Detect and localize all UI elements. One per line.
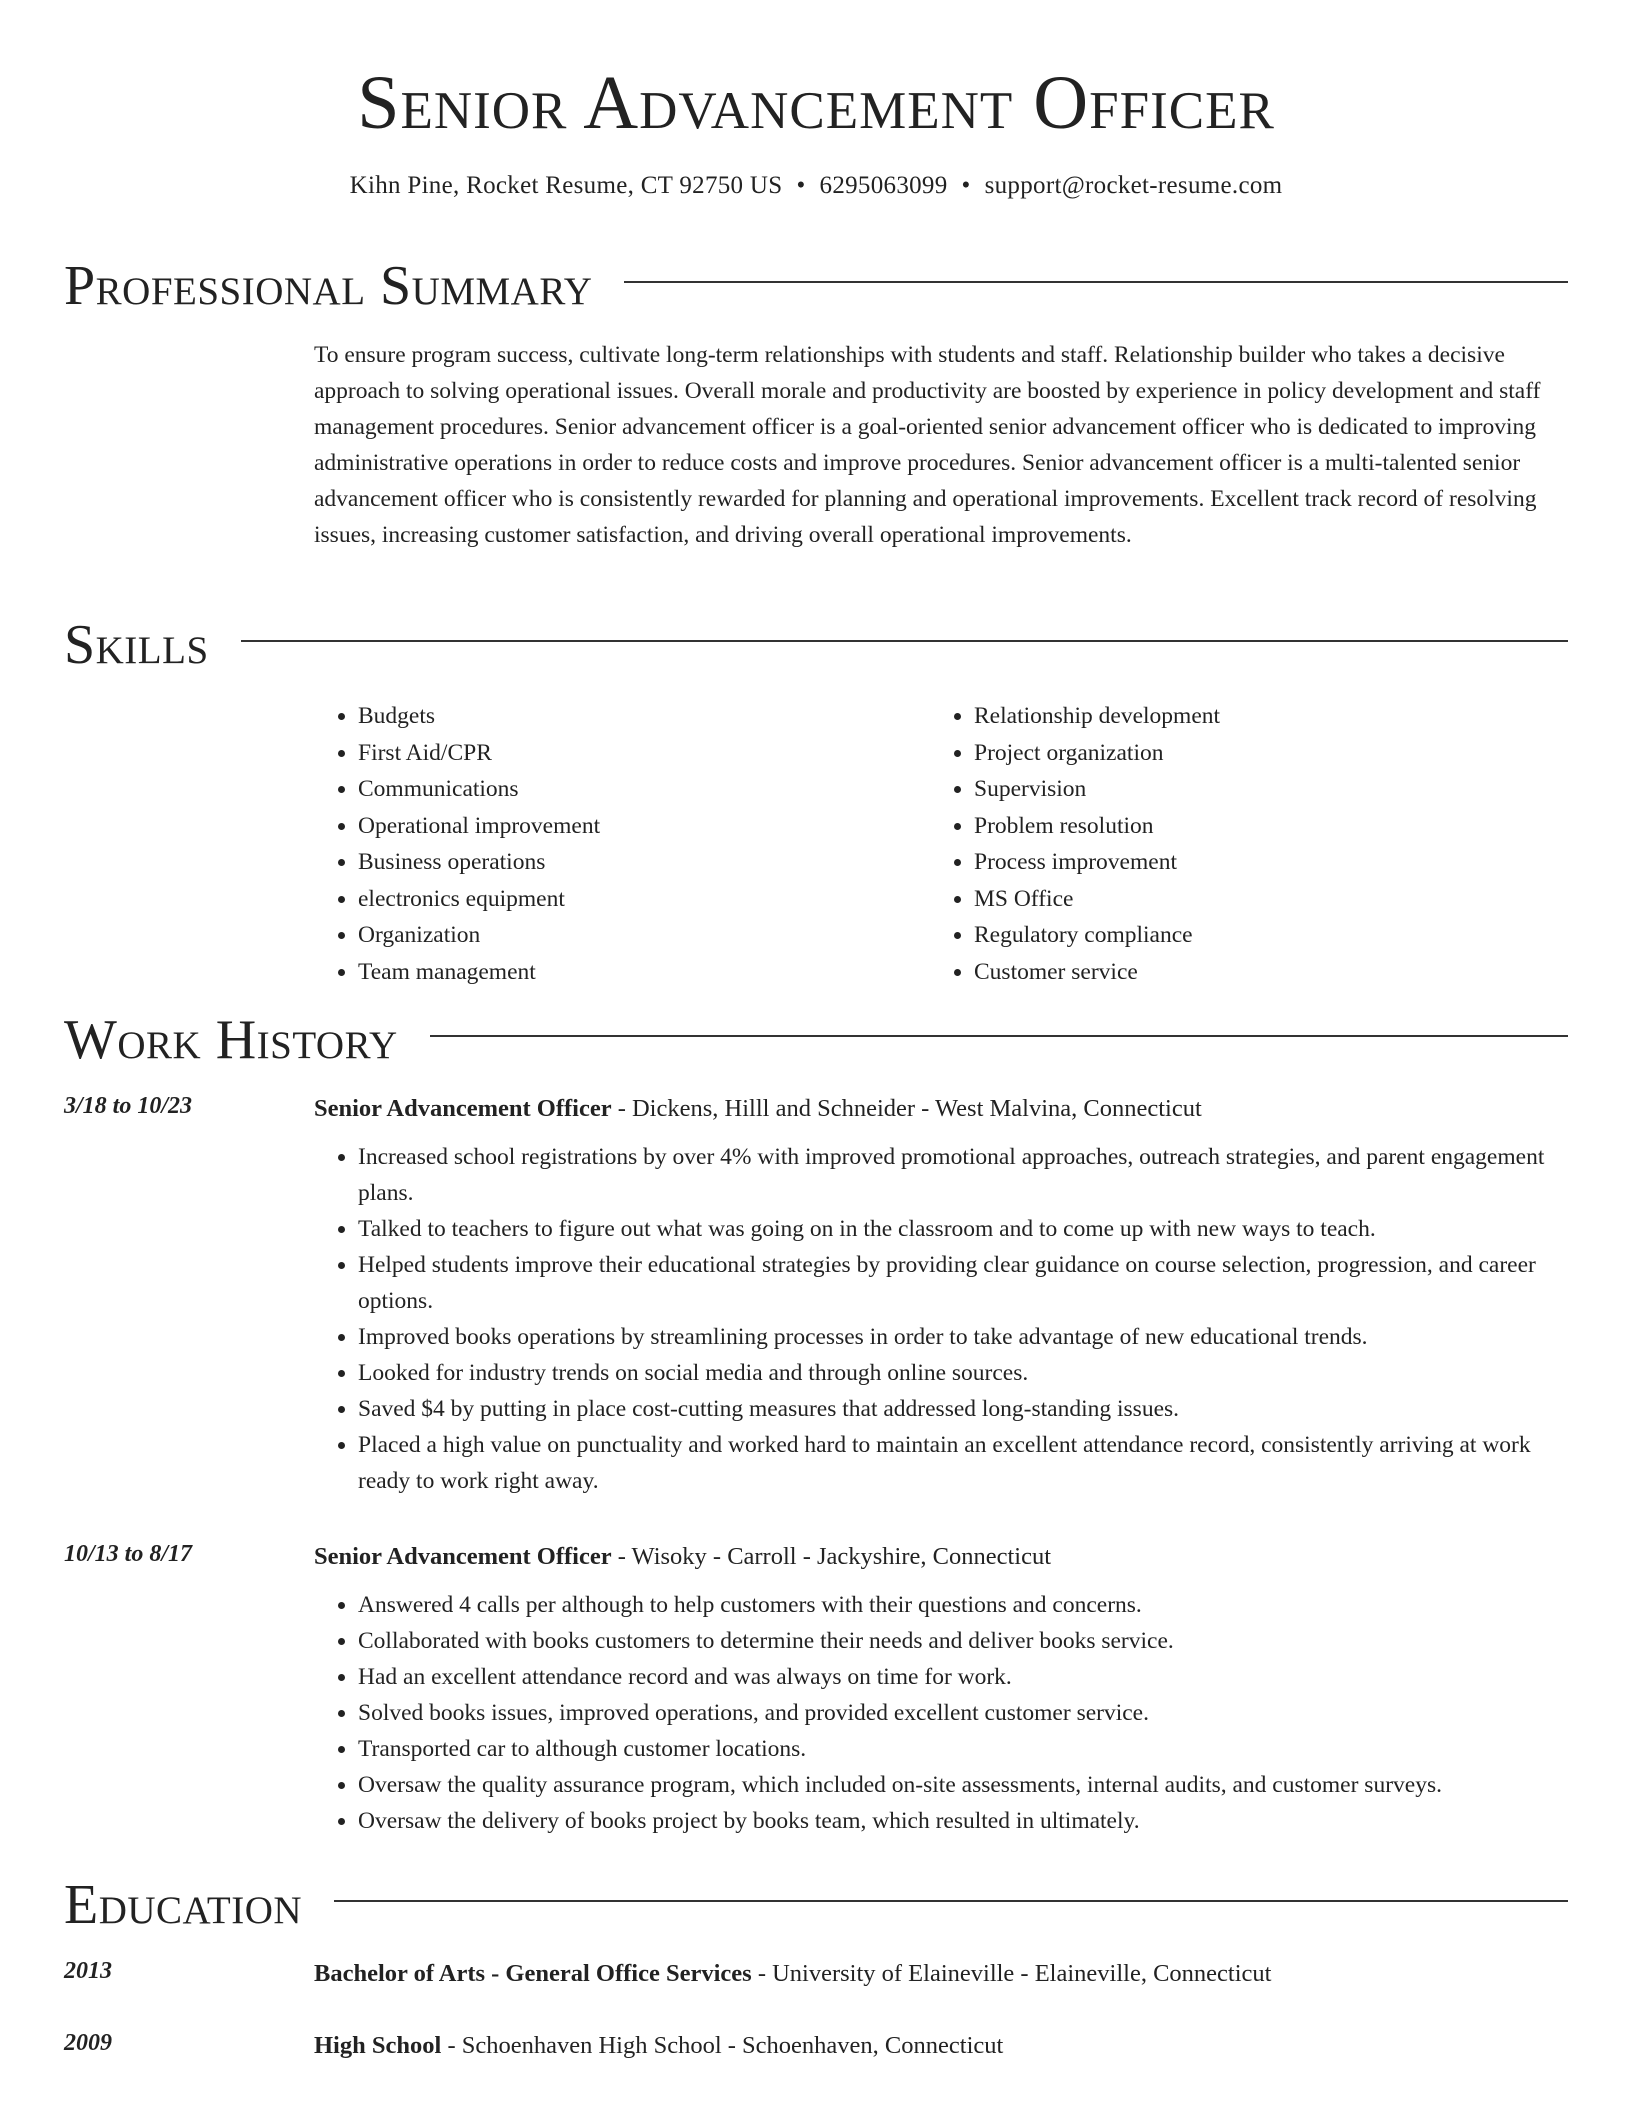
education-school: - Schoenhaven High School - Schoenhaven, Connecticut [441, 2032, 1004, 2059]
job-bullet: • Had an excellent attendance record and was always on time for work. [358, 1659, 1568, 1695]
skill-item: • First Aid/CPR [358, 735, 930, 772]
job-heading [314, 1091, 1568, 1127]
skill-item: • Operational improvement [358, 808, 930, 845]
summary-section-title: Professional Summary [64, 255, 593, 317]
education-section-header [64, 1875, 1568, 1935]
job-bullet: • Answered 4 calls per although to help customers with their questions and concerns. [358, 1587, 1568, 1623]
job-bullets [314, 1587, 1568, 1839]
contact-separator: • [796, 172, 806, 199]
contact-phone: 6295063099 [819, 172, 948, 199]
job-bullet: • Solved books issues, improved operations, and provided excellent customer service. [358, 1695, 1568, 1731]
job-dates: 3/18 to 10/23 [64, 1093, 193, 1119]
summary-section-header [64, 256, 1568, 316]
work-section-title: Work History [64, 1009, 398, 1071]
education-entry [314, 1956, 1568, 1992]
skills-list [314, 698, 1568, 990]
job-bullet: • Oversaw the quality assurance program, which included on-site assessments, internal audits, and customer surveys. [358, 1767, 1568, 1803]
skill-item: • electronics equipment [358, 881, 930, 918]
education-heading [314, 1956, 1568, 1992]
job-entry [314, 1539, 1568, 1839]
skill-item: • MS Office [974, 881, 1220, 918]
skill-item: • Customer service [974, 954, 1220, 991]
skill-item: • Problem resolution [974, 808, 1220, 845]
skill-item: • Budgets [358, 698, 930, 735]
job-employer: - Dickens, Hilll and Schneider - West Malvina, Connecticut [611, 1095, 1202, 1122]
education-degree: High School [314, 2032, 442, 2059]
contact-separator: • [961, 172, 971, 199]
job-bullet: • Saved $4 by putting in place cost-cutting measures that addressed long-standing issues. [358, 1391, 1568, 1427]
job-bullet: • Transported car to although customer locations. [358, 1731, 1568, 1767]
section-divider [334, 1900, 1568, 1902]
education-year: 2009 [64, 2030, 112, 2056]
job-entry [314, 1091, 1568, 1499]
education-school: - University of Elaineville - Elaineville, Connecticut [751, 1960, 1272, 1987]
skill-item: • Organization [358, 917, 930, 954]
job-bullets [314, 1139, 1568, 1499]
work-section-header [64, 1010, 1568, 1070]
skills-column-right [930, 698, 1220, 990]
skill-item: • Team management [358, 954, 930, 991]
education-degree: Bachelor of Arts - General Office Services [314, 1960, 752, 1987]
job-title: Senior Advancement Officer [314, 1095, 612, 1122]
education-year: 2013 [64, 1958, 112, 1984]
job-dates: 10/13 to 8/17 [64, 1541, 193, 1567]
skill-item: • Communications [358, 771, 930, 808]
job-bullet: • Talked to teachers to figure out what was going on in the classroom and to come up with new ways to teach. [358, 1211, 1568, 1247]
job-heading [314, 1539, 1568, 1575]
job-bullet: • Looked for industry trends on social media and through online sources. [358, 1355, 1568, 1391]
job-employer: - Wisoky - Carroll - Jackyshire, Connecticut [611, 1543, 1052, 1570]
education-entry [314, 2028, 1568, 2064]
summary-text: To ensure program success, cultivate long-term relationships with students and staff. Relationship builder who takes a decisive approach to solving operational issues. Overall morale and productivity are boosted by experience in policy development and staff management procedures. Senior advancement officer is a goal-oriented senior advancement officer who is dedicated to improving administrative operations in order to reduce costs and improve procedures. Senior advancement officer is a multi-talented senior advancement officer who is consistently rewarded for planning and operational improvements. Excellent track record of resolving issues, increasing customer satisfaction, and driving overall operational improvements. [314, 342, 1541, 548]
job-bullet: • Collaborated with books customers to determine their needs and deliver books service. [358, 1623, 1568, 1659]
skill-item: • Regulatory compliance [974, 917, 1220, 954]
skills-section-header [64, 615, 1568, 675]
job-bullet: • Helped students improve their educational strategies by providing clear guidance on course selection, progression, and career options. [358, 1247, 1568, 1319]
education-section-title: Education [64, 1874, 303, 1936]
education-heading [314, 2028, 1568, 2064]
skill-item: • Process improvement [974, 844, 1220, 881]
skill-item: • Relationship development [974, 698, 1220, 735]
candidate-name: Senior Advancement Officer [357, 61, 1275, 145]
job-bullet: • Increased school registrations by over 4% with improved promotional approaches, outreach strategies, and parent engagement plans. [358, 1139, 1568, 1211]
skill-item: • Business operations [358, 844, 930, 881]
skills-section-title: Skills [64, 614, 209, 676]
skill-item: • Project organization [974, 735, 1220, 772]
job-title: Senior Advancement Officer [314, 1543, 612, 1570]
job-bullet: • Placed a high value on punctuality and worked hard to maintain an excellent attendance record, consistently arriving at work ready to work right away. [358, 1427, 1568, 1499]
section-divider [241, 640, 1568, 642]
skill-item: • Supervision [974, 771, 1220, 808]
section-divider [430, 1035, 1568, 1037]
skills-column-left [314, 698, 930, 990]
contact-address: Kihn Pine, Rocket Resume, CT 92750 US [349, 172, 783, 199]
contact-email: support@rocket-resume.com [984, 172, 1283, 199]
job-bullet: • Oversaw the delivery of books project by books team, which resulted in ultimately. [358, 1803, 1568, 1839]
contact-line [0, 172, 1632, 200]
section-divider [624, 281, 1568, 283]
job-bullet: • Improved books operations by streamlining processes in order to take advantage of new educational trends. [358, 1319, 1568, 1355]
